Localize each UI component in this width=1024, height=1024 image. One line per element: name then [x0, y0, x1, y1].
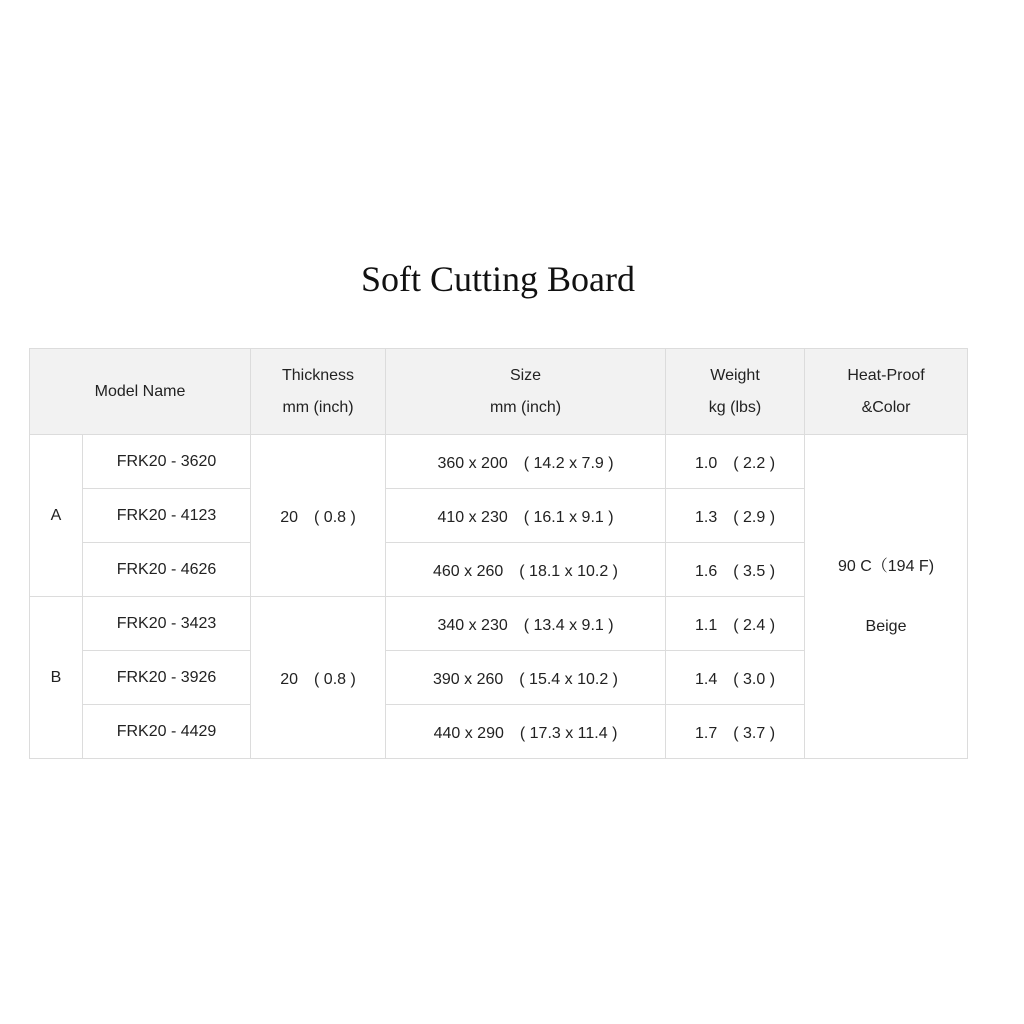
group-label-a: A [30, 435, 83, 597]
heat-proof-value: 90 C（194 F) [837, 557, 935, 575]
thickness-cell-a: 20 ( 0.8 ) [251, 435, 386, 597]
model-cell: FRK20 - 3926 [83, 651, 251, 705]
model-cell: FRK20 - 4429 [83, 705, 251, 759]
page-title: Soft Cutting Board [360, 259, 635, 299]
model-cell: FRK20 - 4123 [83, 489, 251, 543]
header-weight-unit: kg (lbs) [708, 398, 762, 416]
header-thickness-label: Thickness [282, 366, 355, 384]
size-cell: 390 x 260 ( 15.4 x 10.2 ) [386, 651, 666, 705]
header-model-name-label: Model Name [94, 382, 186, 400]
header-heat-proof-label: Heat-Proof [847, 366, 925, 384]
header-color-label: &Color [861, 398, 911, 416]
weight-cell: 1.6 ( 3.5 ) [666, 543, 805, 597]
weight-cell: 1.0 ( 2.2 ) [666, 435, 805, 489]
thickness-cell-b: 20 ( 0.8 ) [251, 597, 386, 759]
weight-cell: 1.7 ( 3.7 ) [666, 705, 805, 759]
header-size-unit: mm (inch) [489, 398, 562, 416]
size-cell: 360 x 200 ( 14.2 x 7.9 ) [386, 435, 666, 489]
header-thickness [251, 349, 386, 435]
table-row [30, 435, 968, 489]
size-cell: 410 x 230 ( 16.1 x 9.1 ) [386, 489, 666, 543]
header-thickness-unit: mm (inch) [282, 398, 354, 416]
model-cell: FRK20 - 4626 [83, 543, 251, 597]
cell-spacer [805, 582, 967, 612]
model-cell: FRK20 - 3620 [83, 435, 251, 489]
header-weight-label: Weight [710, 366, 760, 384]
weight-cell: 1.3 ( 2.9 ) [666, 489, 805, 543]
size-cell: 460 x 260 ( 18.1 x 10.2 ) [386, 543, 666, 597]
header-model-name [30, 349, 251, 435]
color-value: Beige [865, 617, 907, 635]
header-row [30, 349, 968, 435]
weight-cell: 1.4 ( 3.0 ) [666, 651, 805, 705]
weight-cell: 1.1 ( 2.4 ) [666, 597, 805, 651]
model-cell: FRK20 - 3423 [83, 597, 251, 651]
group-label-b: B [30, 597, 83, 759]
spec-table [29, 348, 968, 759]
header-heat-proof-color [805, 349, 968, 435]
header-weight [666, 349, 805, 435]
header-size-label: Size [509, 366, 542, 384]
heat-proof-color-cell [805, 435, 968, 759]
size-cell: 440 x 290 ( 17.3 x 11.4 ) [386, 705, 666, 759]
size-cell: 340 x 230 ( 13.4 x 9.1 ) [386, 597, 666, 651]
header-size [386, 349, 666, 435]
